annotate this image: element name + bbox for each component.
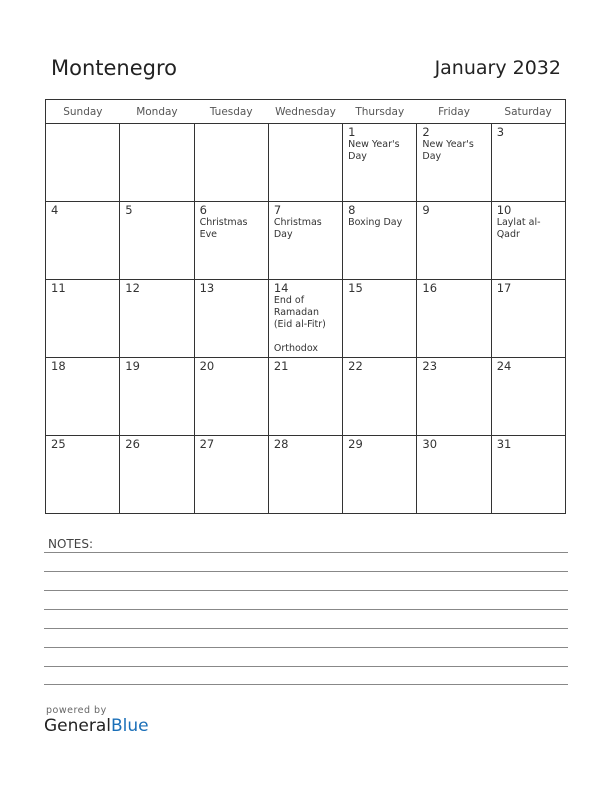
day-number: 21 bbox=[273, 359, 289, 373]
holiday-label: New Year's Day bbox=[348, 139, 400, 162]
week-row bbox=[46, 280, 566, 358]
day-cell-11 bbox=[46, 280, 120, 358]
country-title: Montenegro bbox=[51, 56, 178, 80]
day-number: 8 bbox=[348, 203, 356, 217]
day-number: 26 bbox=[125, 437, 140, 451]
holiday-label: Orthodox bbox=[273, 343, 318, 354]
note-line bbox=[44, 552, 568, 553]
holiday-label: Boxing Day bbox=[348, 217, 403, 228]
day-number: 16 bbox=[422, 281, 438, 295]
day-number: 9 bbox=[422, 203, 430, 217]
weekday-sunday: Sunday bbox=[46, 100, 120, 124]
day-number: 28 bbox=[273, 437, 289, 451]
brand-blue: Blue bbox=[111, 716, 149, 736]
day-cell-12 bbox=[120, 280, 194, 358]
day-cell-22 bbox=[343, 358, 417, 436]
day-number: 4 bbox=[51, 203, 59, 217]
day-cell-6 bbox=[194, 202, 268, 280]
day-number: 13 bbox=[199, 281, 215, 295]
day-number: 24 bbox=[496, 359, 512, 373]
day-cell-30 bbox=[417, 436, 491, 514]
day-number: 20 bbox=[199, 359, 215, 373]
day-number: 3 bbox=[496, 125, 505, 139]
day-cell-10 bbox=[491, 202, 565, 280]
day-cell-23 bbox=[417, 358, 491, 436]
day-cell-16 bbox=[417, 280, 491, 358]
day-number: 5 bbox=[125, 203, 133, 217]
day-cell-26 bbox=[120, 436, 194, 514]
day-number: 17 bbox=[496, 281, 512, 295]
day-number: 10 bbox=[496, 203, 512, 217]
note-line bbox=[44, 609, 568, 610]
holiday-label: Christmas Eve bbox=[199, 217, 248, 240]
day-number: 15 bbox=[348, 281, 363, 295]
day-number: 22 bbox=[348, 359, 363, 373]
weekday-tuesday: Tuesday bbox=[194, 100, 268, 124]
weekday-saturday: Saturday bbox=[491, 100, 565, 124]
day-number: 29 bbox=[348, 437, 363, 451]
day-cell-2 bbox=[417, 124, 491, 202]
day-cell-21 bbox=[268, 358, 342, 436]
day-cell-19 bbox=[120, 358, 194, 436]
notes-label: NOTES: bbox=[48, 537, 93, 551]
day-number: 23 bbox=[422, 359, 438, 373]
day-cell-3 bbox=[491, 124, 565, 202]
calendar-grid bbox=[45, 99, 566, 514]
day-number: 19 bbox=[125, 359, 140, 373]
day-cell-empty bbox=[46, 124, 120, 202]
day-cell-29 bbox=[343, 436, 417, 514]
weekday-monday: Monday bbox=[120, 100, 194, 124]
day-cell-5 bbox=[120, 202, 194, 280]
holiday-label: Christmas Day bbox=[273, 217, 322, 240]
day-cell-13 bbox=[194, 280, 268, 358]
note-line bbox=[44, 684, 568, 685]
day-number: 2 bbox=[422, 125, 430, 139]
day-cell-1 bbox=[343, 124, 417, 202]
holiday-label: End of Ramadan (Eid al-Fitr) bbox=[273, 295, 326, 330]
week-row bbox=[46, 124, 566, 202]
holiday-label: Laylat al-Qadr bbox=[496, 217, 541, 240]
day-number: 27 bbox=[199, 437, 215, 451]
week-row bbox=[46, 436, 566, 514]
day-number: 14 bbox=[273, 281, 289, 295]
weekday-header-row bbox=[46, 100, 566, 124]
note-line bbox=[44, 628, 568, 629]
day-cell-24 bbox=[491, 358, 565, 436]
day-number: 12 bbox=[125, 281, 140, 295]
day-cell-28 bbox=[268, 436, 342, 514]
powered-by-text: powered by bbox=[46, 705, 107, 716]
day-cell-7 bbox=[268, 202, 342, 280]
day-cell-4 bbox=[46, 202, 120, 280]
day-number: 11 bbox=[51, 281, 66, 295]
note-line bbox=[44, 647, 568, 648]
day-number: 6 bbox=[199, 203, 207, 217]
day-cell-empty bbox=[120, 124, 194, 202]
day-number: 18 bbox=[51, 359, 66, 373]
day-number: 1 bbox=[348, 125, 356, 139]
day-cell-18 bbox=[46, 358, 120, 436]
day-cell-8 bbox=[343, 202, 417, 280]
day-number: 31 bbox=[496, 437, 512, 451]
note-line bbox=[44, 666, 568, 667]
brand-logo[interactable] bbox=[44, 716, 149, 736]
day-cell-15 bbox=[343, 280, 417, 358]
day-cell-25 bbox=[46, 436, 120, 514]
day-cell-9 bbox=[417, 202, 491, 280]
day-cell-14 bbox=[268, 280, 342, 358]
day-cell-empty bbox=[194, 124, 268, 202]
day-cell-empty bbox=[268, 124, 342, 202]
weekday-wednesday: Wednesday bbox=[268, 100, 342, 124]
day-cell-31 bbox=[491, 436, 565, 514]
week-row bbox=[46, 358, 566, 436]
day-number: 30 bbox=[422, 437, 438, 451]
holiday-label: New Year's Day bbox=[422, 139, 474, 162]
day-cell-17 bbox=[491, 280, 565, 358]
week-row bbox=[46, 202, 566, 280]
note-line bbox=[44, 571, 568, 572]
day-number: 25 bbox=[51, 437, 66, 451]
day-cell-27 bbox=[194, 436, 268, 514]
note-line bbox=[44, 590, 568, 591]
day-cell-20 bbox=[194, 358, 268, 436]
day-number: 7 bbox=[273, 203, 282, 217]
weekday-thursday: Thursday bbox=[343, 100, 417, 124]
brand-general: General bbox=[44, 716, 111, 736]
weekday-friday: Friday bbox=[417, 100, 491, 124]
month-title: January 2032 bbox=[434, 57, 561, 79]
